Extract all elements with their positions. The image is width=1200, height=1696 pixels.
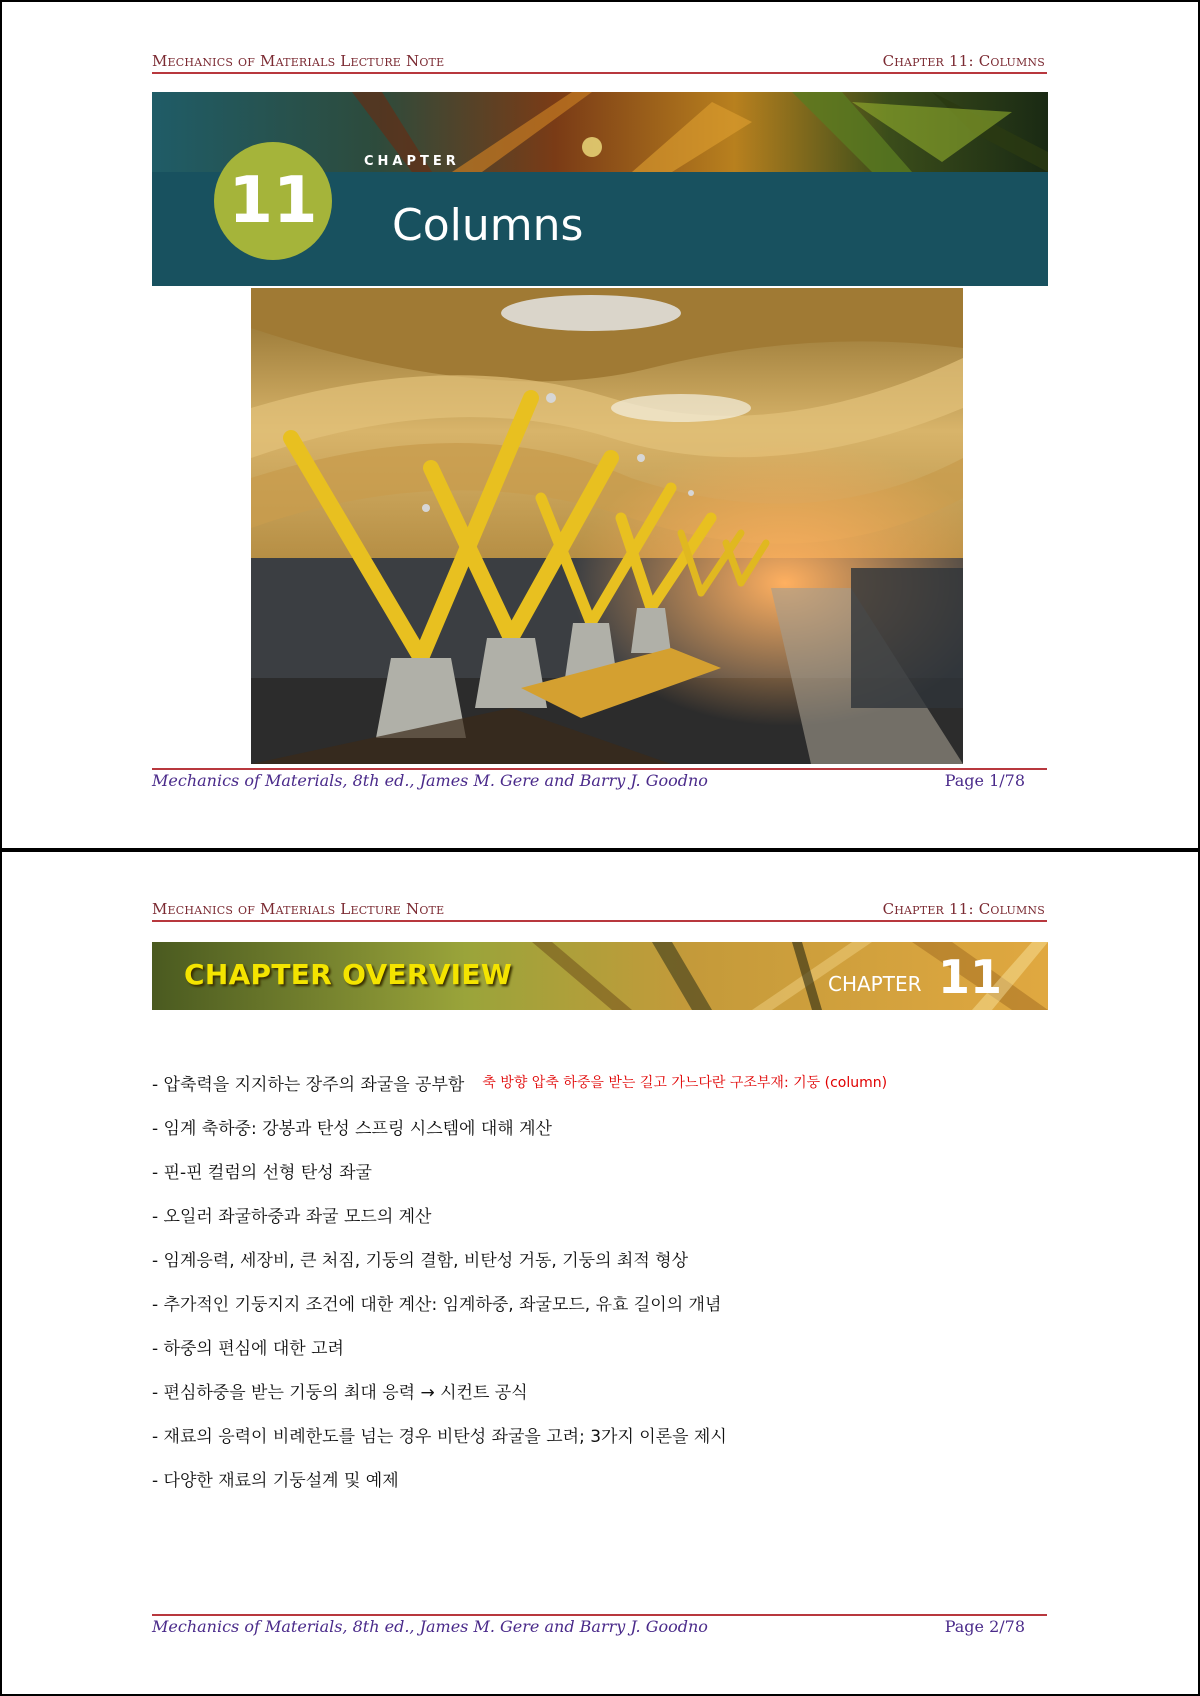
- overview-chapter-number: 11: [938, 950, 1003, 1004]
- list-item: - 재료의 응력이 비례한도를 넘는 경우 비탄성 좌굴을 고려; 3가지 이론을 제시: [152, 1426, 727, 1447]
- slide-2: [0, 850, 1200, 1696]
- list-item: - 하중의 편심에 대한 고려: [152, 1338, 344, 1359]
- list-item: - 편심하중을 받는 기둥의 최대 응력 → 시컨트 공식: [152, 1382, 528, 1403]
- column-definition-note: 축 방향 압축 하중을 받는 길고 가느다란 구조부재: 기둥 (column): [482, 1075, 888, 1091]
- overview-banner: [152, 942, 1048, 1010]
- footer-rule: [152, 1614, 1047, 1616]
- header-rule: [152, 72, 1047, 74]
- bullet-text: - 압축력을 지지하는 장주의 좌굴을 공부함: [152, 1074, 465, 1095]
- list-item: - 다양한 재료의 기둥설계 및 예제: [152, 1470, 399, 1491]
- list-item: - 임계 축하중: 강봉과 탄성 스프링 시스템에 대해 계산: [152, 1118, 552, 1139]
- footer-citation: Mechanics of Materials, 8th ed., James M. Gere and Barry J. Goodno: [152, 1617, 708, 1636]
- header-right: Chapter 11: Columns: [882, 52, 1045, 70]
- list-item: - 오일러 좌굴하중과 좌굴 모드의 계산: [152, 1206, 432, 1227]
- chapter-number-badge: 11: [214, 142, 332, 260]
- header-rule: [152, 920, 1047, 922]
- footer-rule: [152, 768, 1047, 770]
- header-right: Chapter 11: Columns: [882, 900, 1045, 918]
- overview-title: CHAPTER OVERVIEW: [184, 958, 513, 991]
- list-item: - 핀-핀 컬럼의 선형 탄성 좌굴: [152, 1162, 372, 1183]
- list-item: - 임계응력, 세장비, 큰 처짐, 기둥의 결함, 비탄성 거동, 기둥의 최적 형상: [152, 1250, 688, 1271]
- page-number: Page 1/78: [944, 771, 1025, 790]
- list-item: [152, 1060, 1052, 1104]
- list-item: - 추가적인 기둥지지 조건에 대한 계산: 임계하중, 좌굴모드, 유효 길이의 개념: [152, 1294, 722, 1315]
- chapter-title: Columns: [392, 200, 584, 251]
- chapter-banner: [152, 92, 1048, 286]
- header-left: Mechanics of Materials Lecture Note: [152, 52, 445, 70]
- page-number: Page 2/78: [944, 1617, 1025, 1636]
- header-left: Mechanics of Materials Lecture Note: [152, 900, 445, 918]
- airport-terminal-photo: [251, 288, 963, 764]
- chapter-word: CHAPTER: [364, 154, 460, 169]
- footer-citation: Mechanics of Materials, 8th ed., James M. Gere and Barry J. Goodno: [152, 771, 708, 790]
- overview-bullet-list: [152, 1060, 1052, 1500]
- overview-chapter-word: CHAPTER: [828, 972, 922, 996]
